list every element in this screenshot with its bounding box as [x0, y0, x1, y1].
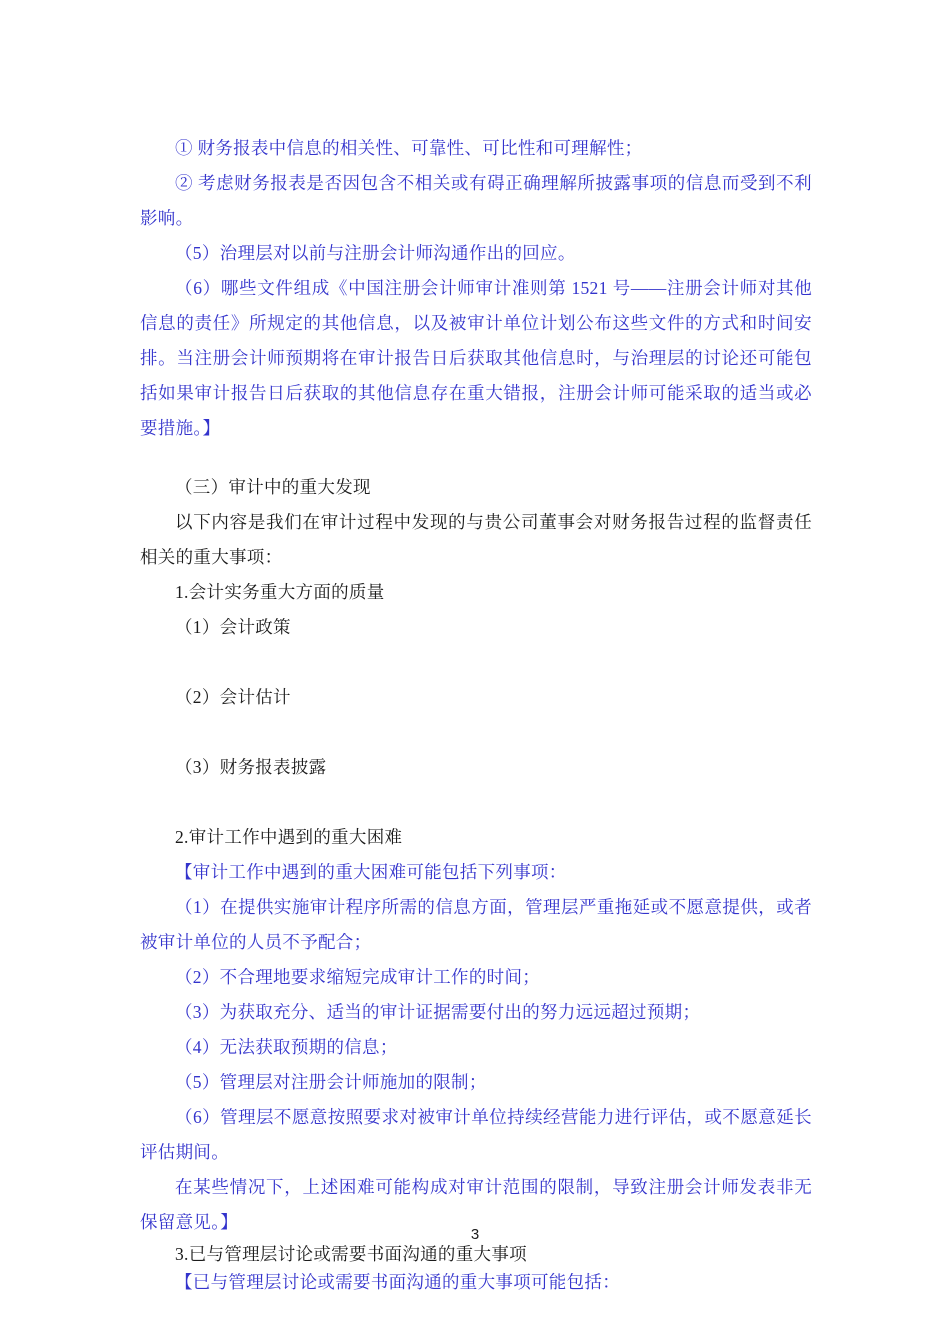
paragraph: 以下内容是我们在审计过程中发现的与贵公司董事会对财务报告过程的监督责任相关的重大事项： — [140, 512, 812, 567]
paragraph: （5）管理层对注册会计师施加的限制； — [175, 1072, 487, 1092]
paragraph: （6）哪些文件组成《中国注册会计师审计准则第 1521 号——注册会计师对其他信息的责任》所规定的其他信息，以及被审计单位计划公布这些文件的方式和时间安排。当注册会计师预期将在审计报告日后获取其他信息时，与治理层的讨论还可能包括如果审计报告日后获取的其他信息存在重大错报，注册会计师可能采取的适当或必要措施。】 — [140, 278, 812, 438]
paragraph: 【审计工作中遇到的重大困难可能包括下列事项： — [175, 862, 567, 882]
paragraph: 2.审计工作中遇到的重大困难 — [175, 827, 403, 847]
paragraph: （1）在提供实施审计程序所需的信息方面，管理层严重拖延或不愿意提供，或者被审计单位的人员不予配合； — [140, 897, 812, 952]
paragraph: （三）审计中的重大发现 — [175, 477, 371, 497]
paragraph: （2）不合理地要求缩短完成审计工作的时间； — [175, 967, 541, 987]
paragraph: 在某些情况下，上述困难可能构成对审计范围的限制，导致注册会计师发表非无保留意见。】 — [140, 1177, 812, 1232]
paragraph: 3.已与管理层讨论或需要书面沟通的重大事项 — [175, 1244, 527, 1264]
paragraph: （1）会计政策 — [175, 617, 291, 637]
paragraph: （4）无法获取预期的信息； — [175, 1037, 398, 1057]
paragraph: （3）财务报表披露 — [175, 757, 327, 777]
paragraph: （6）管理层不愿意按照要求对被审计单位持续经营能力进行评估，或不愿意延长评估期间。 — [140, 1107, 812, 1162]
paragraph: ② 考虑财务报表是否因包含不相关或有碍正确理解所披露事项的信息而受到不利影响。 — [140, 173, 812, 228]
paragraph: （2）会计估计 — [175, 687, 291, 707]
paragraph: 【已与管理层讨论或需要书面沟通的重大事项可能包括： — [175, 1272, 620, 1292]
paragraph: （3）为获取充分、适当的审计证据需要付出的努力远远超过预期； — [175, 1002, 701, 1022]
paragraph: （5）治理层对以前与注册会计师沟通作出的回应。 — [175, 243, 576, 263]
page-number: 3 — [470, 1226, 480, 1243]
paragraph: 1.会计实务重大方面的质量 — [175, 582, 385, 602]
paragraph: ① 财务报表中信息的相关性、可靠性、可比性和可理解性； — [175, 138, 643, 158]
